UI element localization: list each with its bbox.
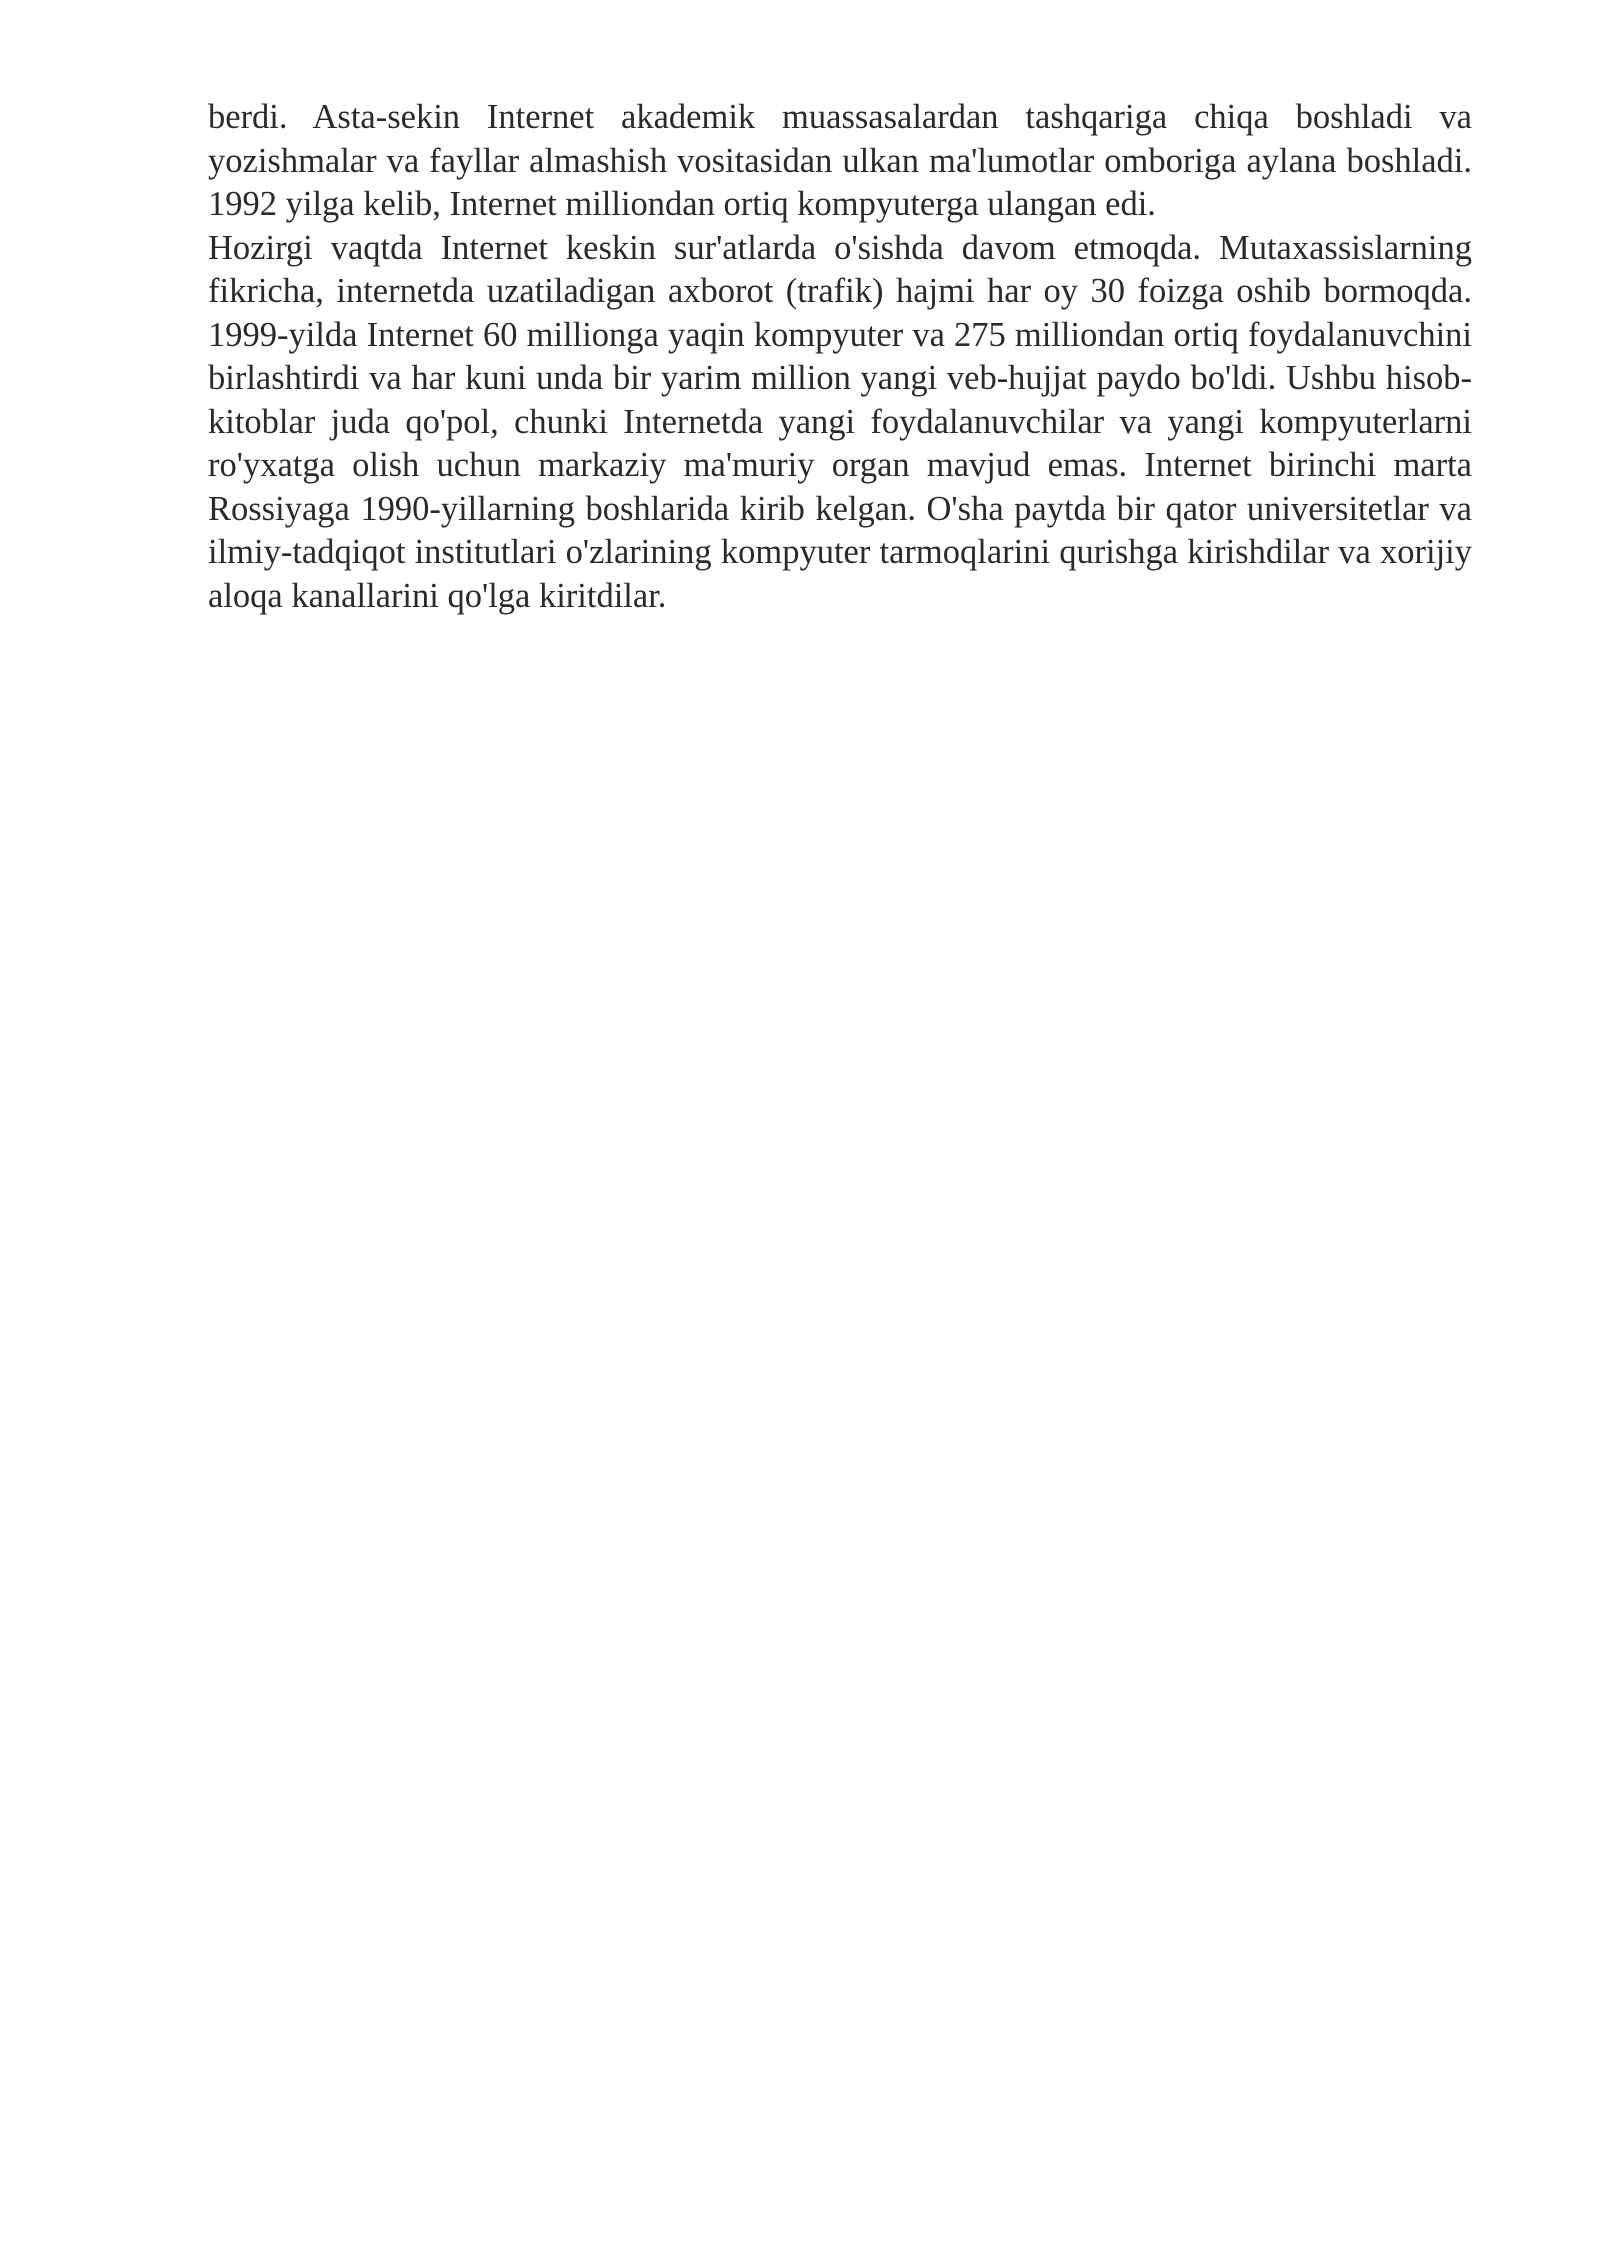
body-text [208,96,1472,618]
paragraph-2: Hozirgi vaqtda Internet keskin sur'atlarda o'sishda davom etmoqda. Mutaxassislarning fikricha, internetda uzatiladigan axborot (trafik) hajmi har oy 30 foizga oshib bormoqda. 1999-yilda Internet 60 millionga yaqin kompyuter va 275 milliondan ortiq foydalanuvchini birlashtirdi va har kuni unda bir yarim million yangi veb-hujjat paydo bo'ldi. Ushbu hisob-kitoblar juda qo'pol, chunki Internetda yangi foydalanuvchilar va yangi kompyuterlarni ro'yxatga olish uchun markaziy ma'muriy organ mavjud emas. Internet birinchi marta Rossiyaga 1990-yillarning boshlarida kirib kelgan. O'sha paytda bir qator universitetlar va ilmiy-tadqiqot institutlari o'zlarining kompyuter tarmoqlarini qurishga kirishdilar va xorijiy aloqa kanallarini qo'lga kiritdilar. [208,228,1472,615]
paragraph-1: berdi. Asta-sekin Internet akademik muassasalardan tashqariga chiqa boshladi va yozishmalar va fayllar almashish vositasidan ulkan ma'lumotlar omboriga aylana boshladi. 1992 yilga kelib, Internet milliondan ortiq kompyuterga ulangan edi. [208,98,1472,223]
